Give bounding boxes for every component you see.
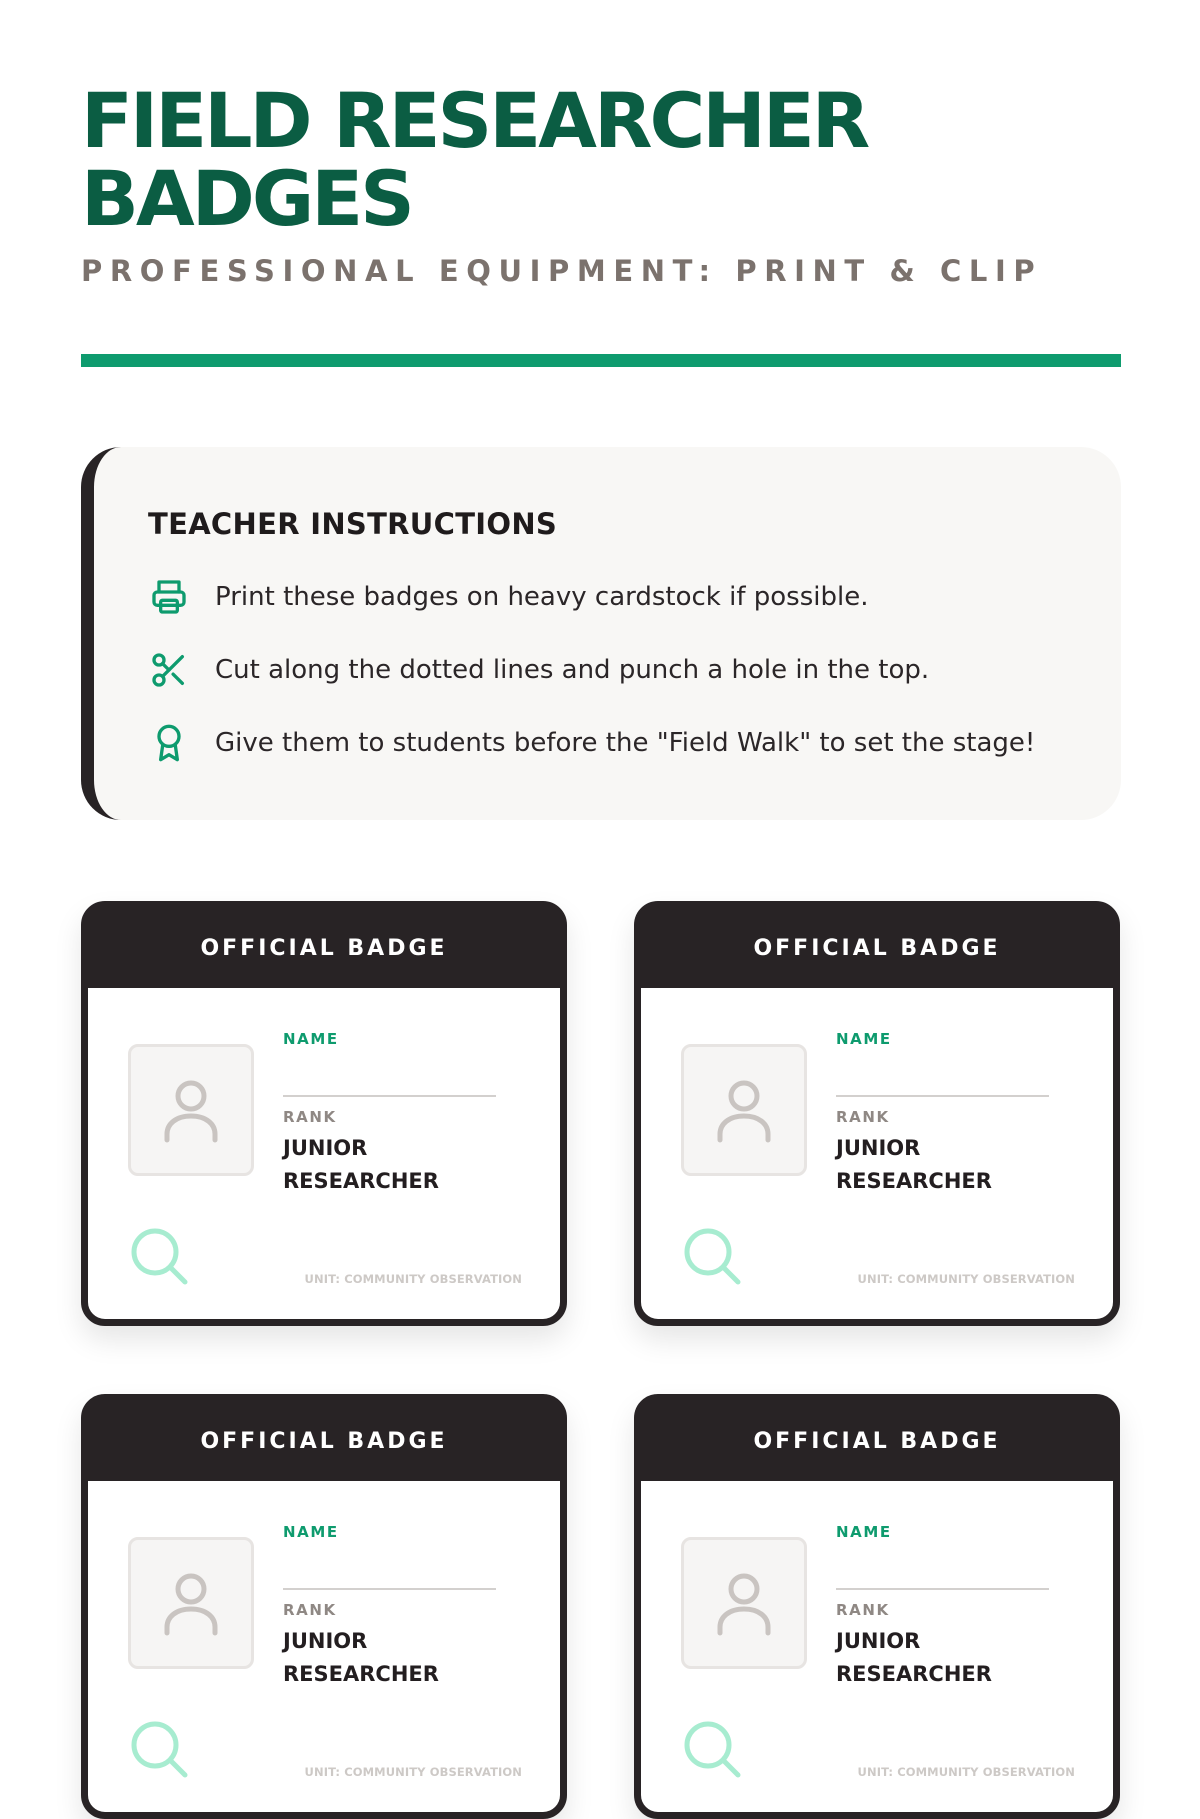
instruction-text: Give them to students before the "Field Walk" to set the stage! bbox=[215, 728, 1036, 758]
photo-placeholder bbox=[128, 1044, 254, 1176]
badge-header-label: OFFICIAL BADGE bbox=[200, 935, 448, 961]
magnifying-glass-icon bbox=[131, 1721, 191, 1781]
photo-placeholder bbox=[681, 1044, 807, 1176]
magnifying-glass-icon bbox=[131, 1228, 191, 1288]
badge-header-label: OFFICIAL BADGE bbox=[753, 935, 1001, 961]
user-icon bbox=[159, 1567, 223, 1639]
rank-value: JUNIOR RESEARCHER bbox=[836, 1136, 992, 1193]
unit-label: UNIT: COMMUNITY OBSERVATION bbox=[857, 1272, 1075, 1286]
instruction-text: Print these badges on heavy cardstock if possible. bbox=[215, 582, 869, 612]
instruction-item bbox=[148, 721, 1035, 765]
printer-icon bbox=[148, 576, 190, 618]
teacher-instructions-panel bbox=[81, 447, 1121, 820]
rank-value: JUNIOR RESEARCHER bbox=[283, 1136, 439, 1193]
unit-label: UNIT: COMMUNITY OBSERVATION bbox=[304, 1765, 522, 1779]
user-icon bbox=[159, 1074, 223, 1146]
badge-header bbox=[88, 1401, 560, 1481]
rank-label: RANK bbox=[283, 1108, 337, 1126]
photo-placeholder bbox=[681, 1537, 807, 1669]
rank-value: JUNIOR RESEARCHER bbox=[836, 1629, 992, 1686]
badge-card bbox=[634, 1394, 1120, 1819]
user-icon bbox=[712, 1567, 776, 1639]
name-write-line bbox=[283, 1095, 496, 1097]
rank-label: RANK bbox=[836, 1108, 890, 1126]
name-write-line bbox=[836, 1588, 1049, 1590]
badge-card bbox=[81, 901, 567, 1326]
unit-label: UNIT: COMMUNITY OBSERVATION bbox=[857, 1765, 1075, 1779]
instruction-item bbox=[148, 575, 868, 619]
rank-value: JUNIOR RESEARCHER bbox=[283, 1629, 439, 1686]
badge-header bbox=[641, 1401, 1113, 1481]
photo-placeholder bbox=[128, 1537, 254, 1669]
name-label: NAME bbox=[283, 1030, 339, 1048]
user-icon bbox=[712, 1074, 776, 1146]
magnifying-glass-icon bbox=[684, 1228, 744, 1288]
badge-header-label: OFFICIAL BADGE bbox=[753, 1428, 1001, 1454]
page-subtitle: PROFESSIONAL EQUIPMENT: PRINT & CLIP bbox=[81, 254, 1043, 288]
name-write-line bbox=[836, 1095, 1049, 1097]
instruction-text: Cut along the dotted lines and punch a hole in the top. bbox=[215, 655, 930, 685]
award-ribbon-icon bbox=[148, 722, 190, 764]
name-write-line bbox=[283, 1588, 496, 1590]
magnifying-glass-icon bbox=[684, 1721, 744, 1781]
page-title: FIELD RESEARCHER BADGES bbox=[81, 76, 868, 243]
header-divider bbox=[81, 354, 1121, 367]
scissors-icon bbox=[148, 649, 190, 691]
badge-header bbox=[641, 908, 1113, 988]
instructions-heading: TEACHER INSTRUCTIONS bbox=[148, 507, 558, 541]
rank-label: RANK bbox=[283, 1601, 337, 1619]
instruction-item bbox=[148, 648, 929, 692]
name-label: NAME bbox=[836, 1030, 892, 1048]
badge-card bbox=[81, 1394, 567, 1819]
badge-header bbox=[88, 908, 560, 988]
name-label: NAME bbox=[836, 1523, 892, 1541]
badge-header-label: OFFICIAL BADGE bbox=[200, 1428, 448, 1454]
name-label: NAME bbox=[283, 1523, 339, 1541]
rank-label: RANK bbox=[836, 1601, 890, 1619]
unit-label: UNIT: COMMUNITY OBSERVATION bbox=[304, 1272, 522, 1286]
badge-card bbox=[634, 901, 1120, 1326]
